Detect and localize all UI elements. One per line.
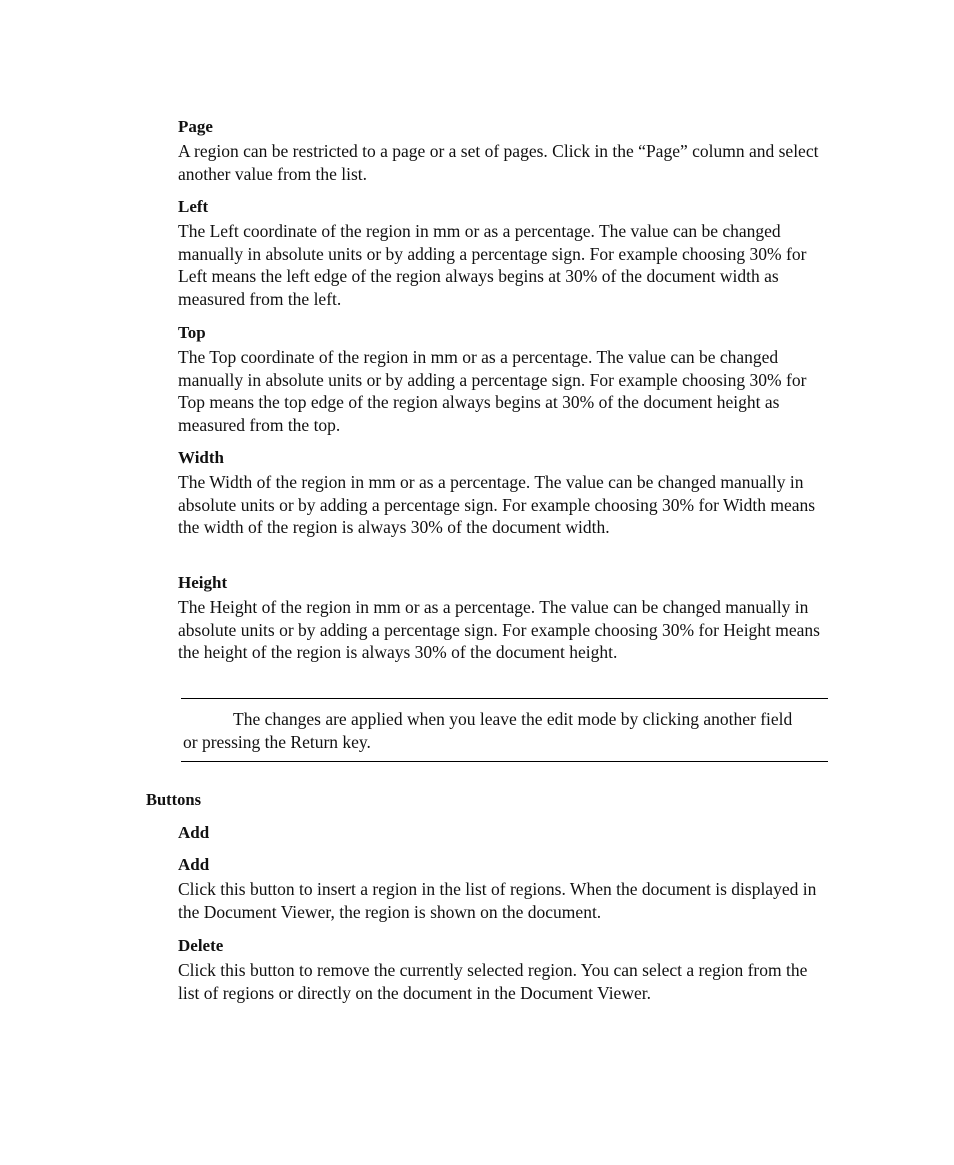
term-width: Width [178, 448, 224, 467]
term-left: Left [178, 197, 209, 216]
term-page: Page [178, 117, 213, 136]
description-delete: Click this button to remove the currently selected region. You can select a region from the list of regions or directly on the document in the Document Viewer. [178, 960, 808, 1003]
term-top: Top [178, 323, 206, 342]
entry-height [178, 572, 828, 664]
description-height: The Height of the region in mm or as a percentage. The value can be changed manually in absolute units or by adding a percentage sign. For example choosing 30% for Height means the height of the region is always 30% of the document height. [178, 597, 820, 662]
term-add: Add [178, 855, 210, 874]
entry-add-label [178, 822, 828, 844]
term-delete: Delete [178, 936, 224, 955]
entry-left [178, 196, 828, 310]
description-width: The Width of the region in mm or as a percentage. The value can be changed manually in absolute units or by adding a percentage sign. For example choosing 30% for Width means the width of the region is always 30% of the document width. [178, 472, 816, 537]
entry-add [178, 854, 828, 923]
buttons-section-heading: Buttons [146, 790, 202, 809]
entry-width [178, 447, 828, 539]
description-add: Click this button to insert a region in the list of regions. When the document is displayed in the Document Viewer, the region is shown on the document. [178, 879, 817, 922]
description-left: The Left coordinate of the region in mm or as a percentage. The value can be changed manually in absolute units or by adding a percentage sign. For example choosing 30% for Left means the left edge of the region always begins at 30% of the document width as measured from the left. [178, 221, 807, 309]
entry-top [178, 322, 828, 436]
add-label: Add [178, 823, 210, 842]
entry-page [178, 116, 828, 185]
description-page: A region can be restricted to a page or a set of pages. Click in the “Page” column and select another value from the list. [178, 141, 819, 184]
term-height: Height [178, 573, 228, 592]
note-text: The changes are applied when you leave the edit mode by clicking another field or pressing the Return key. [183, 709, 793, 752]
entry-delete [178, 935, 828, 1004]
note-box [181, 698, 828, 762]
description-top: The Top coordinate of the region in mm or as a percentage. The value can be changed manually in absolute units or by adding a percentage sign. For example choosing 30% for Top means the top edge of the region always begins at 30% of the document height as measured from the top. [178, 347, 807, 435]
